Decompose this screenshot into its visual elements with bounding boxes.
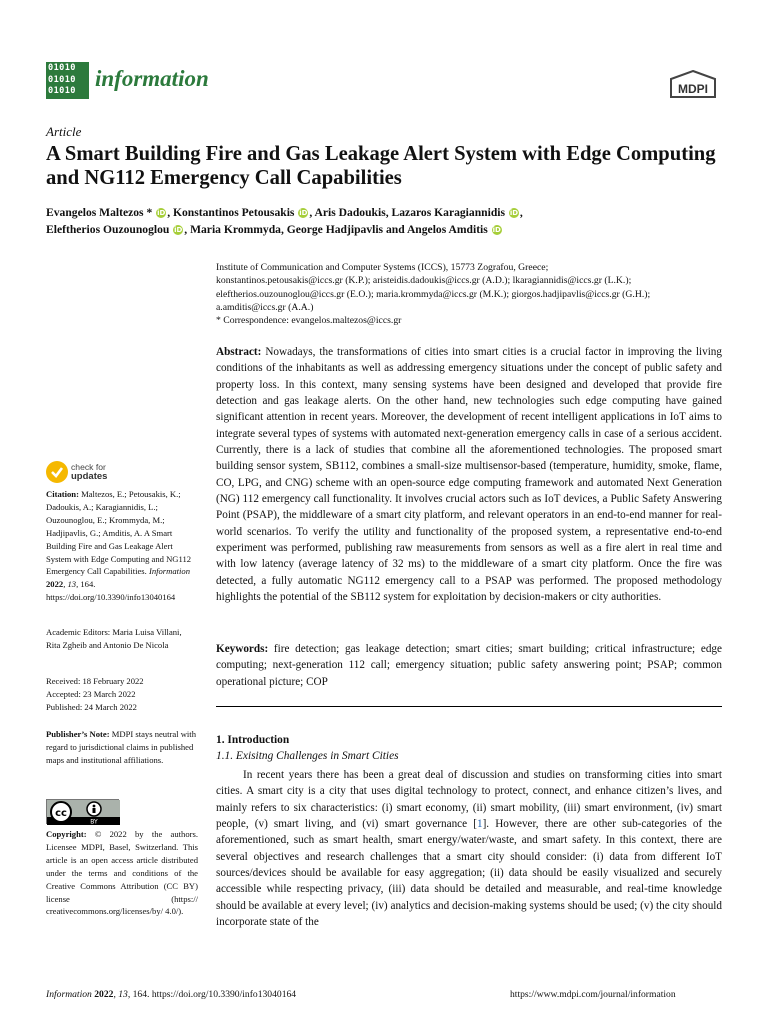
affiliation-line: eleftherios.ouzounoglou@iccs.gr (E.O.); maria.krommyda@iccs.gr (M.K.); giorgos.hadjipavlis@iccs.gr (G.H.);: [216, 288, 651, 300]
cc-by-text: BY: [90, 818, 98, 825]
citation-link[interactable]: 1: [476, 818, 483, 831]
author-name: Eleftherios Ouzounoglou: [46, 222, 170, 236]
author-list: Evangelos Maltezos * iD , Konstantinos Petousakis iD , Aris Dadoukis, Lazaros Karagiannidis iD , Eleftherios Ouzounoglou iD , Maria Krommyda, George Hadjipavlis and Angelos Amditis iD: [46, 206, 523, 236]
citation-text: Maltezos, E.; Petousakis, K.; Dadoukis, A.; Karagiannidis, L.; Ouzounoglou, E.; Krommyda, M.; Hadjipavlis, G.; Amditis, A. A Smart Building Fire and Gas Leakage Alert System with Edge Computing and NG112 Emergency Call Capabilities.: [46, 489, 192, 577]
cc-icon-text: cc: [55, 808, 67, 819]
received-date: Received: 18 February 2022: [46, 676, 144, 686]
correspondence: * Correspondence: evangelos.maltezos@iccs.gr: [216, 315, 402, 327]
orcid-icon[interactable]: iD: [509, 209, 519, 217]
body-paragraph: [216, 767, 722, 930]
logo-bits-row: 01010: [48, 74, 76, 85]
publisher-note-text: MDPI stays neutral with regard to jurisdictional claims in published maps and institutional affiliations.: [46, 729, 196, 765]
mdpi-logo: [668, 70, 718, 100]
keywords: [216, 641, 722, 690]
section-divider: [216, 706, 722, 707]
orcid-icon[interactable]: iD: [492, 225, 501, 234]
orcid-icon[interactable]: iD: [174, 225, 183, 234]
author-name: George Hadjipavlis: [286, 222, 384, 236]
paper-title: A Smart Building Fire and Gas Leakage Alert System with Edge Computing and NG112 Emergency Call Capabilities: [46, 143, 716, 189]
published-date: Published: 24 March 2022: [46, 701, 137, 712]
journal-logo: [46, 62, 89, 99]
affiliation-line: Institute of Communication and Computer Systems (ICCS), 15773 Zografou, Greece;: [216, 262, 549, 273]
author-name: Lazaros Karagiannidis: [391, 206, 506, 219]
orcid-icon[interactable]: iD: [299, 209, 308, 217]
article-type: Article: [46, 124, 82, 139]
footer-volume: , 13: [113, 989, 128, 1000]
footer-year: 2022: [91, 989, 114, 1000]
copyright-label: Copyright:: [46, 829, 87, 839]
citation-journal: Information: [148, 566, 191, 577]
accepted-date: Accepted: 23 March 2022: [46, 688, 136, 699]
check-for-updates-icon: [46, 461, 68, 483]
author-name: Konstantinos Petousakis: [172, 206, 295, 219]
keywords-label: Keywords:: [216, 643, 269, 655]
abstract-text: Nowadays, the transformations of cities into smart cities is a crucial factor in improving the living conditions of the inhabitants as well as addressing emergency situations under the concept of public safety and property loss. In this context, many sensing systems have been designed and developed that provide fire detection and gas leakage alerts. On the other hand, new technologies such edge computing have gained significant attention in recent years. Moreover, the development of recent intelligent applications in IoT aims to integrate several types of systems with automated next-generation emergency calls in case of a serious accident. Currently, there is a lack of studies that combine all the aforementioned technologies. The proposed smart building sensor system, SB112, combines a small-size multisensor-based (temperature, humidity, smoke, flame, CO, LPG, and CNG) scheme with an open-source edge computing framework and automated Next Generation (NG) 112 emergency call functionality. It involves crucial actors such as IoT devices, a Public Safety Answering Point (PSAP), the middleware of a smart city platform, and relevant operators in an end-to-end manner for real-world scenarios. To verify the utility and functionality of the proposed system, a representative end-to-end experiment was performed, publishing raw measurements from sensors as well as a fire alert in real time and with low latency (average latency of 32 ms) to the middleware of a smart city platform. Once the fire was detected, a fully automatic NG112 emergency call to a PSAP was performed. The proposed methodology highlights the potential of the SB112 system for exploitation by decision-makers or city authorities.: [216, 346, 722, 604]
footer-journal-url[interactable]: https://www.mdpi.com/journal/information: [510, 989, 676, 1000]
affiliations: [216, 261, 736, 327]
logo-bits-row: 01010: [48, 86, 76, 96]
footer-doi[interactable]: , 164. https://doi.org/10.3390/info13040164: [127, 989, 297, 1000]
citation-label: Citation:: [46, 489, 79, 499]
publication-dates: [46, 675, 198, 714]
footer-citation: [46, 989, 296, 1000]
affiliation-line: konstantinos.petousakis@iccs.gr (K.P.); aristeidis.dadoukis@iccs.gr (A.D.); lkaragiannidis@iccs.gr (L.K.);: [216, 275, 632, 287]
author-name: Evangelos Maltezos: [46, 206, 144, 219]
abstract: [216, 344, 722, 606]
keywords-text: fire detection; gas leakage detection; smart cities; smart building; critical infrastructure; edge computing; next-generation 112 call; emergency situation; public safety answering point; PSAP; common operational picture; COP: [216, 643, 722, 688]
mdpi-logo-text: MDPI: [678, 82, 708, 96]
author-name: Aris Dadoukis: [314, 206, 386, 219]
footer-journal: Information: [46, 989, 92, 1000]
check-label: check for: [71, 462, 106, 472]
corresponding-mark: *: [143, 206, 153, 219]
abstract-label: Abstract:: [216, 346, 262, 358]
publisher-note-label: Publisher’s Note:: [46, 729, 110, 739]
academic-editors: Academic Editors: Maria Luisa Villani, Rita Zgheib and Antonio De Nicola: [46, 627, 182, 650]
citation-year: 2022: [46, 579, 64, 590]
journal-name: information: [95, 66, 209, 91]
publisher-note: [46, 728, 198, 767]
citation-volume: , 13: [63, 579, 77, 590]
logo-bits-row: 01010: [48, 63, 76, 73]
section-heading: 1. Introduction: [216, 734, 290, 746]
check-for-updates-badge[interactable]: [46, 461, 126, 485]
author-name: Angelos Amditis: [406, 222, 488, 236]
citation-block: [46, 488, 198, 604]
copyright-text: © 2022 by the authors. Licensee MDPI, Basel, Switzerland. This article is an open access article distributed under the terms and conditions of the Creative Commons Attribution (CC BY) license (https:// creativecommons.org/licenses/by/ 4.0/).: [46, 829, 198, 917]
affiliation-line: a.amditis@iccs.gr (A.A.): [216, 301, 314, 313]
copyright-notice: [46, 828, 198, 918]
body-text: ]. However, there are other sub-categories of the aforementioned, such as smart health, smart energy/water/waste, and smart safety. In this context, there are several objectives and research challenges that a smart city should consider: (i) data from different IoT sources/devices should be available for easy aggregation; (ii) data should be easily visualized and securely accessible while respecting privacy, (iii) data should be detailed and measurable, and real-time knowledge should be available at every level; (iv) analytics and decision-making systems should be used; (v) the city should incorporate state of the: [216, 818, 722, 929]
author-name: Maria Krommyda: [190, 222, 281, 236]
subsection-heading: 1.1. Exisitng Challenges in Smart Cities: [216, 750, 399, 762]
citation-doi[interactable]: , 164. https://doi.org/10.3390/info13040164: [46, 579, 176, 603]
cc-by-license-badge[interactable]: [46, 799, 119, 824]
orcid-icon[interactable]: iD: [157, 209, 166, 217]
updates-label: updates: [71, 471, 108, 482]
body-text: In recent years there has been a great deal of discussion and studies on transforming cities into smart cities. A smart city is a city that uses digital technology to protect, connect, and enhance citizen’s lives, and mainly refers to six characteristics: (i) smart economy, (ii) smart mobility, (iii) smart environment, (iv) smart people, (v) smart living, and (vi) smart governance [: [216, 769, 722, 831]
